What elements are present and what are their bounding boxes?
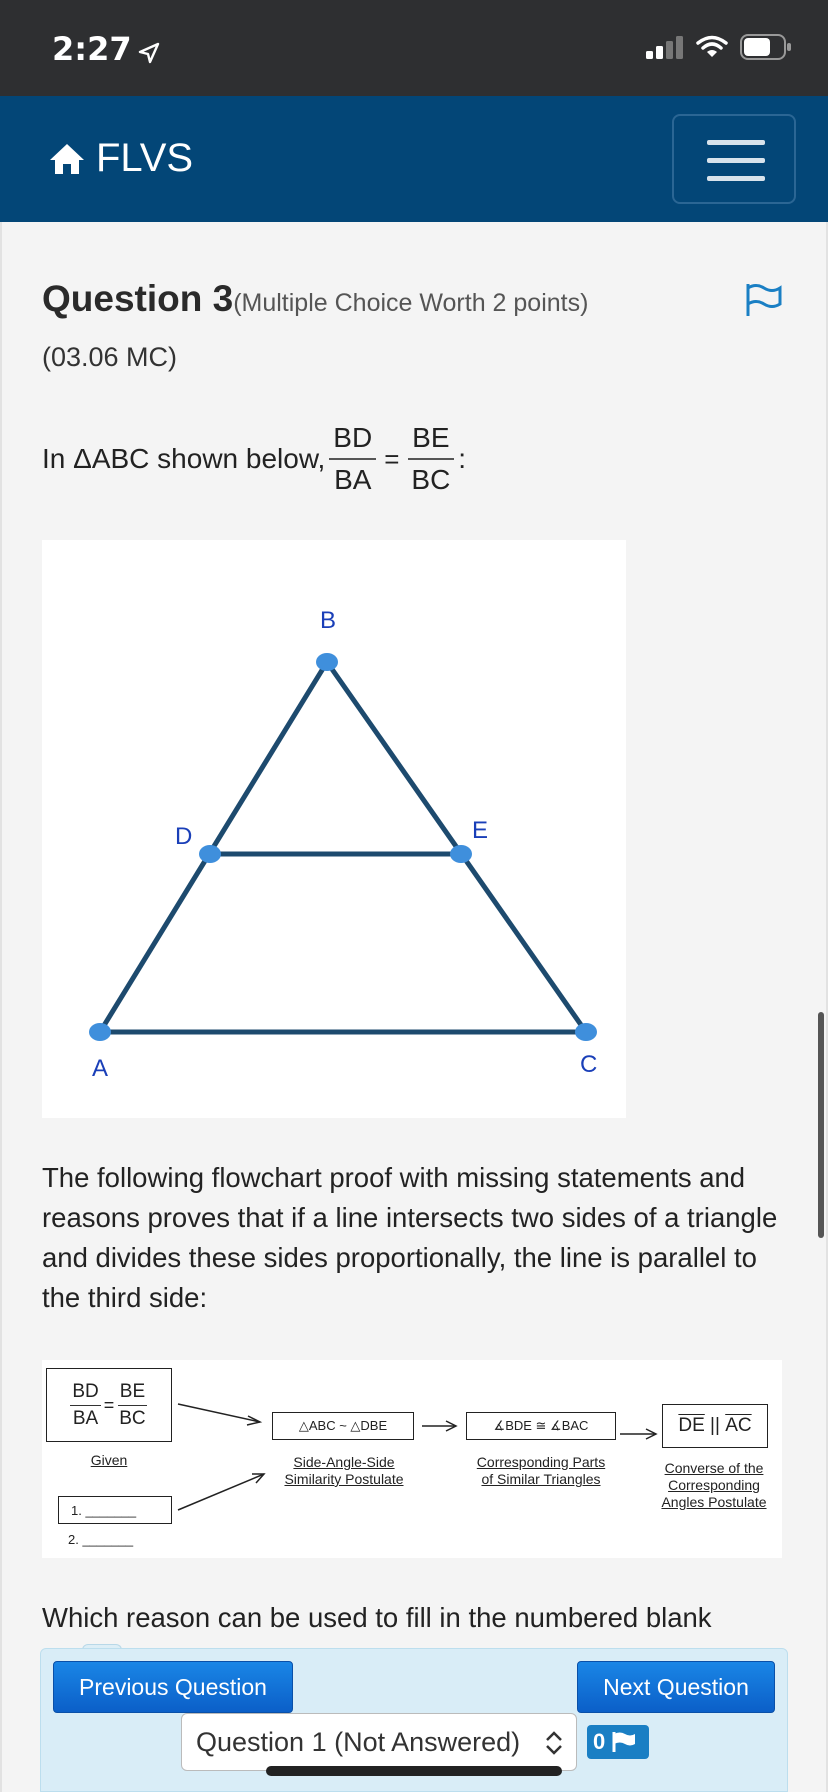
question-select-value: Question 1 (Not Answered) [196,1726,521,1757]
given-equals: = [103,1394,115,1415]
question-prompt: Which reason can be used to fill in the numbered blank [42,1602,712,1633]
point-a [89,1023,111,1041]
question-meta: (Multiple Choice Worth 2 points) [233,289,589,317]
step3-de: $\overline{DE}$ [678,1415,705,1436]
brand-text: FLVS [96,136,194,180]
proof-description: The following flowchart proof with missing statements and reasons proves that if a line intersects two sides of a triangle and divides these sides proportionally, the line is parallel to the third side: [42,1162,778,1313]
question-title [42,278,588,320]
point-e [450,845,472,863]
point-d [199,845,221,863]
ratio-left-den: BA [334,464,372,495]
point-c [575,1023,597,1041]
question-select[interactable] [181,1713,577,1771]
location-arrow-icon [138,42,160,64]
given-left-den: BA [72,1407,99,1429]
label-d: D [175,823,193,850]
label-b: B [320,607,337,634]
given-label: Given [90,1452,128,1468]
flagged-count: 0 [593,1729,606,1754]
menu-bar-icon [707,140,765,145]
ratio-right-den: BC [411,464,451,495]
status-time [52,30,160,68]
step1-box: △ABC ~ △DBE [272,1412,414,1440]
signal-icon [646,35,684,59]
blank-1-text: 1. _______ [71,1502,137,1518]
next-question-button[interactable]: Next Question [577,1661,775,1713]
label-a: A [92,1055,109,1082]
intro-text: In ΔABC shown below, [42,443,326,474]
previous-question-button[interactable]: Previous Question [53,1661,293,1713]
label-c: C [580,1051,598,1078]
step2-box: ∡BDE ≅ ∡BAC [466,1412,616,1440]
step3-reason: Converse of the Corresponding Angles Postulate [661,1460,767,1510]
question-content [0,222,828,1792]
flagged-count-badge[interactable] [587,1725,649,1759]
label-e: E [472,817,489,844]
ratio-right-num: BE [408,422,453,460]
step3-box [662,1404,768,1448]
flag-icon [611,1731,637,1753]
status-icons [646,34,792,60]
battery-icon [740,34,792,60]
triangle-points [89,653,597,1041]
brand-link[interactable] [48,136,193,181]
given-right-den: BC [119,1407,146,1429]
triangle-diagram [42,540,626,1118]
menu-toggle-button[interactable] [672,114,796,204]
intro-suffix: : [458,443,467,474]
step1-reason: Side-Angle-Side Similarity Postulate [284,1454,404,1487]
select-arrows-icon [544,1730,564,1756]
arrow-given-to-step1 [178,1404,260,1422]
menu-bar-icon [707,158,765,163]
flowchart-proof [42,1360,782,1558]
ratio-left-num: BD [329,422,376,460]
navbar [0,96,828,222]
triangle-lines [100,662,586,1032]
point-b [316,653,338,671]
given-left-num: BD [70,1381,100,1406]
step2-reason: Corresponding Parts of Similar Triangles [476,1454,606,1487]
given-right-num: BE [118,1381,147,1406]
status-bar [0,0,828,96]
menu-bar-icon [707,176,765,181]
home-indicator [266,1766,562,1776]
step3-parallel: || [704,1415,726,1436]
triangle-labels [92,607,597,1082]
flag-question-icon[interactable] [744,282,784,318]
blank-2-text: 2. _______ [68,1532,134,1547]
status-time-text: 2:27 [52,30,132,68]
equals-sign: = [384,443,400,474]
question-number: Question 3 [42,278,234,319]
question-code: (03.06 MC) [42,342,178,372]
scrollbar-thumb[interactable] [818,1012,824,1238]
home-icon [48,142,86,176]
step3-ac: $\overline{AC}$ [725,1415,752,1436]
arrow-blank-to-step1 [178,1474,264,1510]
wifi-icon [696,35,728,59]
question-intro [42,422,466,496]
ratio-right [407,422,454,496]
ratio-left [329,422,376,496]
triangle-svg [42,540,626,1118]
